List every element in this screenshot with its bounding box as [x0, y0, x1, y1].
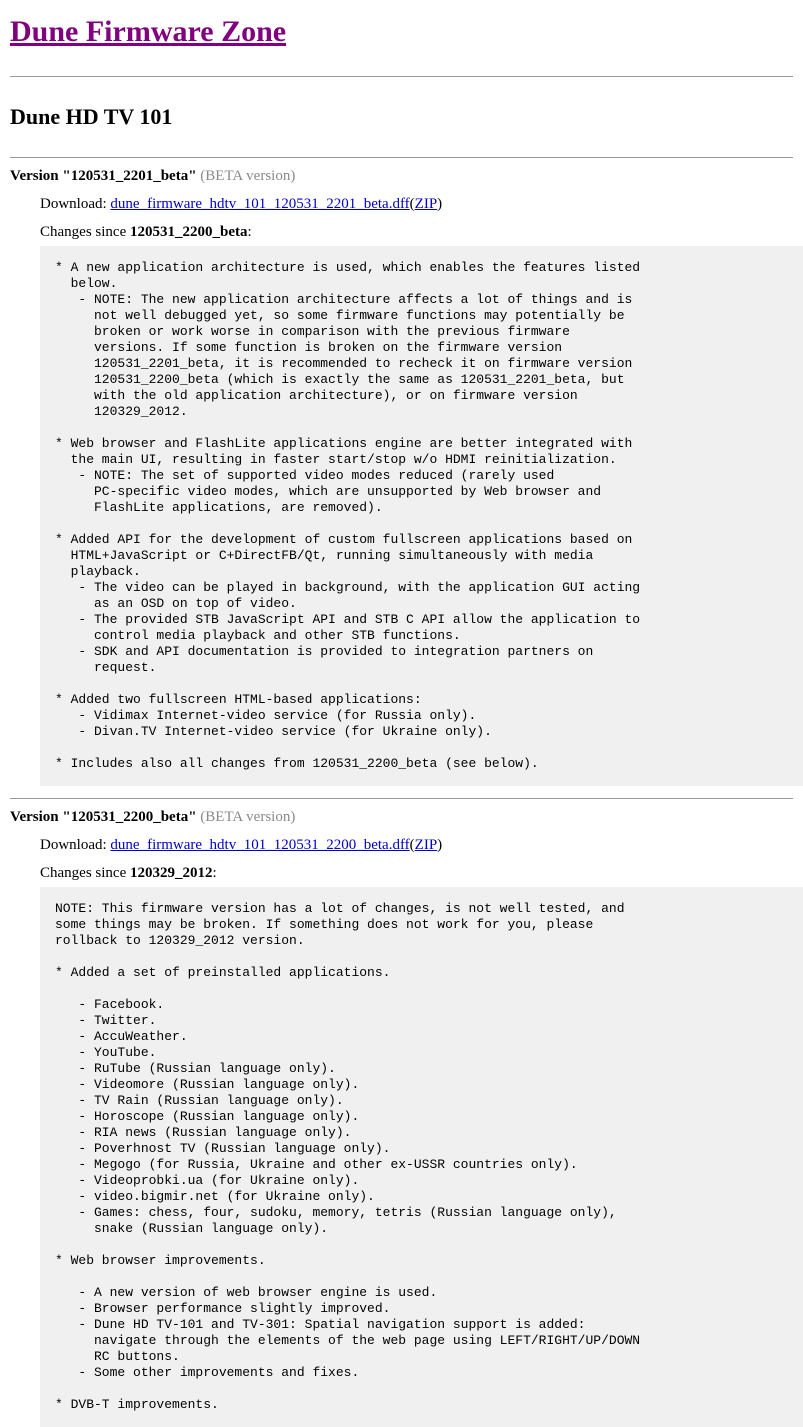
download-file-link[interactable]: dune_firmware_hdtv_101_120531_2201_beta.dff [110, 196, 410, 212]
site-title-link[interactable]: Dune Firmware Zone [10, 15, 287, 48]
download-prefix: Download: [40, 196, 107, 212]
version-heading [10, 158, 793, 186]
changes-suffix: : [212, 865, 217, 881]
download-line [40, 835, 793, 855]
beta-label: (BETA version) [200, 168, 296, 184]
changes-line [40, 222, 793, 242]
site-title [10, 0, 793, 54]
version-heading [10, 799, 793, 827]
spacer [10, 786, 793, 798]
changes-text: * A new application architecture is used, which enables the features listed below. - NOTE: The new application architecture affects a lot of things and is not well debugged yet, so some firmware functions may potentially be broken or work worse in comparison with the previous firmware versions. If some function is broken on the firmware version 120531_2201_beta, it is recommended to recheck it on firmware version 120531_2200_beta (which is exactly the same as 120531_2201_beta, but with the old application architecture), or on firmware version 120329_2012. * Web browser and FlashLite applications engine are better integrated with the main UI, resulting in faster start/stop w/o HDMI reinitialization. - NOTE: The set of supported video modes reduced (rarely used PC-specific video modes, which are unsupported by Web browser and FlashLite applications, are removed). * Added API for the development of custom fullscreen applications based on HTML+JavaScript or C+DirectFB/Qt, running simultaneously with media playback. - The video can be played in background, with the application GUI acting as an OSD on top of video. - The provided STB JavaScript API and STB C API allow the application to control media playback and other STB functions. - SDK and API documentation is provided to integration partners on request. * Added two fullscreen HTML-based applications: - Vidimax Internet-video service (for Russia only). - Divan.TV Internet-video service (for Ukraine only). * Includes also all changes from 120531_2200_beta (see below). [55, 260, 641, 771]
version-section [10, 799, 793, 1427]
beta-label: (BETA version) [200, 809, 296, 825]
changes-block [40, 887, 803, 1427]
download-file-link[interactable]: dune_firmware_hdtv_101_120531_2200_beta.dff [110, 837, 410, 853]
spacer [10, 131, 793, 157]
version-label: Version "120531_2200_beta" [10, 809, 197, 825]
changes-since: 120329_2012 [129, 865, 213, 881]
version-section [10, 158, 793, 786]
zip-link[interactable]: ZIP [414, 837, 438, 853]
download-line [40, 194, 793, 214]
zip-link[interactable]: ZIP [414, 196, 438, 212]
zip-open: ( [409, 196, 415, 212]
version-body [10, 194, 793, 786]
changes-text: NOTE: This firmware version has a lot of changes, is not well tested, and some things may be broken. If something does not work for you, please rollback to 120329_2012 version. * Added a set of preinstalled applications. - Facebook. - Twitter. - AccuWeather. - YouTube. - RuTube (Russian language only). - Videomore (Russian language only). - TV Rain (Russian language only). - Horoscope (Russian language only). - RIA news (Russian language only). - Poverhnost TV (Russian language only). - Megogo (for Russia, Ukraine and other ex-USSR countries only). - Videoprobki.ua (for Ukraine only). - video.bigmir.net (for Ukraine only). - Games: chess, four, sudoku, memory, tetris (Russian language only), snake (Russian language only). * Web browser improvements. - A new version of web browser engine is used. - Browser performance slightly improved. - Dune HD TV-101 and TV-301: Spatial navigation support is added: navigate through the elements of the web page using LEFT/RIGHT/UP/DOWN RC buttons. - Some other improvements and fixes. * DVB-T improvements. [55, 901, 641, 1412]
download-prefix: Download: [40, 837, 107, 853]
zip-close: ) [437, 837, 443, 853]
changes-prefix: Changes since [40, 865, 130, 881]
changes-suffix: : [247, 224, 252, 240]
changes-block [40, 246, 803, 786]
changes-prefix: Changes since [40, 224, 130, 240]
device-title: Dune HD TV 101 [10, 104, 173, 129]
zip-close: ) [437, 196, 443, 212]
version-label: Version "120531_2201_beta" [10, 168, 197, 184]
changes-since: 120531_2200_beta [129, 224, 248, 240]
changes-line [40, 863, 793, 883]
version-body [10, 835, 793, 1427]
zip-open: ( [409, 837, 415, 853]
